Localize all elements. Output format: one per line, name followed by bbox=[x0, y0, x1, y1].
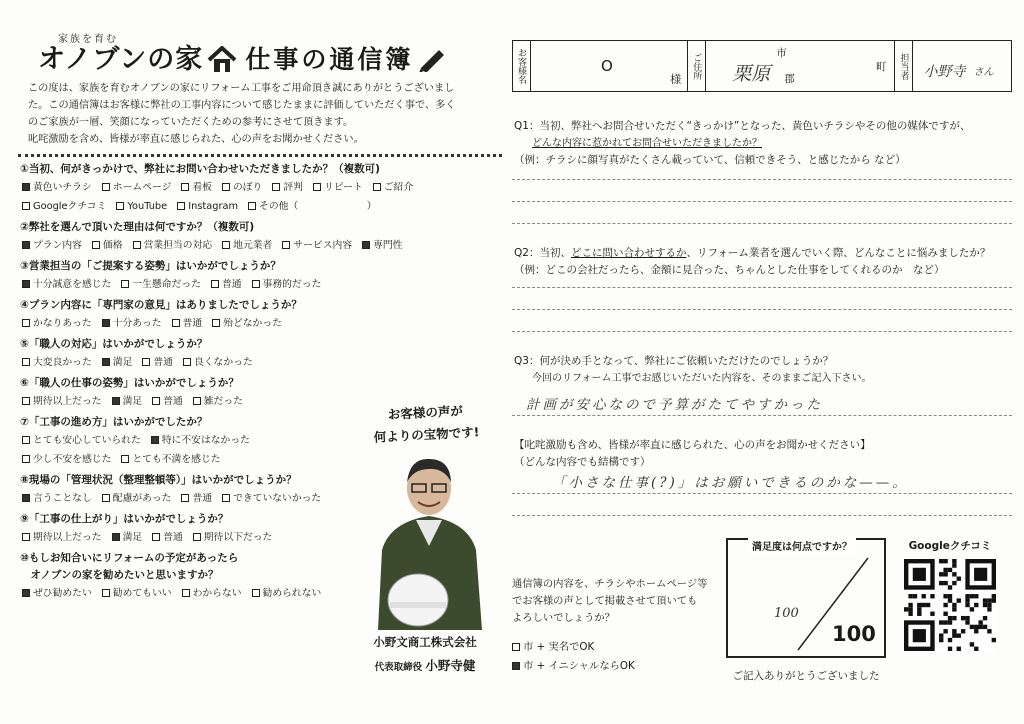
checkbox-option[interactable] bbox=[151, 431, 250, 450]
checkbox-option[interactable] bbox=[22, 178, 92, 197]
option-label: サービス内容 bbox=[293, 240, 353, 251]
checkbox-option[interactable] bbox=[112, 528, 143, 547]
option-label: 営業担当の対応 bbox=[143, 240, 213, 251]
bubble-line-2: 何よりの宝物です! bbox=[373, 424, 480, 445]
checkbox[interactable] bbox=[22, 319, 30, 327]
bottom-section bbox=[512, 538, 1012, 688]
voice-line-b: （どんな内容でも結構です） bbox=[514, 456, 651, 468]
q3-answer-lines[interactable] bbox=[512, 387, 1012, 437]
customer-header bbox=[512, 40, 1012, 92]
customer-name-cell[interactable] bbox=[531, 41, 688, 91]
staff-san: さん bbox=[973, 67, 994, 78]
option-label: 十分誠意を感じた bbox=[33, 279, 112, 290]
checkbox[interactable] bbox=[152, 533, 160, 541]
option-label: 一生懸命だった bbox=[132, 279, 201, 290]
checkbox-option[interactable] bbox=[183, 353, 253, 372]
question-title: ⑧現場の「管理状況（整理整頓等）」はいかがでしょうか？ bbox=[20, 474, 297, 486]
checkbox-option[interactable] bbox=[373, 178, 413, 197]
intro-line: 叱咤激励を含め、皆様が率直に感じられた、心の声をお聞かせください。 bbox=[28, 134, 364, 145]
checkbox-option[interactable] bbox=[177, 197, 238, 216]
checkbox[interactable] bbox=[181, 183, 189, 191]
checkbox-option[interactable] bbox=[222, 489, 321, 508]
option-label: 満足 bbox=[122, 396, 143, 407]
realname-checkbox[interactable] bbox=[512, 643, 520, 651]
option-label: 事務的だった bbox=[262, 279, 322, 290]
address-shi: 市 bbox=[776, 47, 787, 59]
checkbox-option[interactable] bbox=[22, 392, 102, 411]
question-title: ⑥「職人の仕事の姿勢」はいかがでしょうか？ bbox=[20, 377, 239, 389]
rep-name: 小野寺健 bbox=[425, 658, 476, 673]
checkbox[interactable] bbox=[252, 280, 260, 288]
q3-line-a: Q3：何が決め手となって、弊社にご依頼いただけたのでしょうか？ bbox=[514, 355, 834, 367]
q2-underline: どこに問い合わせするか bbox=[570, 247, 687, 259]
q1-example: （例：チラシに顔写真がたくさん載っていて、信頼できそう、と感じたから など） bbox=[514, 154, 906, 166]
checkbox[interactable] bbox=[183, 358, 191, 366]
checkbox[interactable] bbox=[22, 533, 30, 541]
checkbox-checked[interactable] bbox=[112, 397, 120, 405]
checkbox[interactable] bbox=[22, 358, 30, 366]
option-row bbox=[18, 275, 500, 294]
sama-suffix: 様 bbox=[670, 73, 682, 86]
option-label: 価格 bbox=[102, 240, 123, 251]
checkbox-checked[interactable] bbox=[102, 319, 110, 327]
option-label: 満足 bbox=[122, 532, 143, 543]
address-cell[interactable] bbox=[706, 41, 895, 91]
option-label: 期待以上だった bbox=[33, 532, 102, 543]
checkbox-option[interactable] bbox=[22, 489, 92, 508]
rep-title: 代表取締役 bbox=[374, 662, 423, 673]
option-row bbox=[18, 178, 500, 197]
question-3 bbox=[512, 353, 1012, 387]
question-2 bbox=[18, 219, 500, 255]
option-label: とても不満を感じた bbox=[132, 454, 221, 465]
checkbox-option[interactable] bbox=[212, 314, 282, 333]
option-label: 大変良かった bbox=[33, 357, 92, 368]
address-cho: 町 bbox=[875, 61, 887, 73]
checkbox-option[interactable] bbox=[102, 314, 162, 333]
right-page bbox=[512, 40, 1012, 537]
question-title: ②弊社を選んで頂いた理由は何ですか？（複数可) bbox=[20, 221, 255, 233]
checkbox-option[interactable] bbox=[142, 353, 173, 372]
checkbox-option[interactable] bbox=[22, 450, 111, 469]
checkbox[interactable] bbox=[121, 455, 129, 463]
checkbox-option[interactable] bbox=[181, 489, 212, 508]
checkbox[interactable] bbox=[177, 202, 185, 210]
option-row bbox=[18, 236, 500, 255]
q2-line: Q2：当初、どこに問い合わせするか、リフォーム業者を選んでいく際、どんなことに悩みましたか？ bbox=[514, 247, 991, 259]
checkbox[interactable] bbox=[181, 494, 189, 502]
consent-text-1: 通信簿の内容を、チラシやホームページ等 bbox=[512, 578, 708, 590]
checkbox[interactable] bbox=[121, 280, 129, 288]
checkbox-option[interactable] bbox=[362, 236, 402, 255]
bubble-line-1: お客様の声が bbox=[387, 403, 464, 422]
consent-text-3: よろしいでしょうか？ bbox=[512, 612, 615, 624]
checkbox[interactable] bbox=[252, 589, 260, 597]
option-label: 看板 bbox=[192, 182, 212, 193]
option-row bbox=[18, 353, 500, 372]
option-label: ぜひ勧めたい bbox=[33, 588, 92, 599]
q3-answer: 計画が安心なので予算がたてやすかった bbox=[526, 397, 823, 413]
option-row bbox=[18, 197, 500, 216]
checkbox[interactable] bbox=[102, 589, 110, 597]
option-label: 期待以上だった bbox=[33, 396, 102, 407]
option-label: 配慮があった bbox=[112, 493, 172, 504]
checkbox-option[interactable] bbox=[116, 197, 167, 216]
checkbox-option[interactable] bbox=[22, 197, 106, 216]
intro-line: た。この通信簿はお客様に弊社の工事内容について感じたままに評価していただく事で、多く bbox=[28, 100, 456, 111]
question-2 bbox=[512, 245, 1012, 279]
checkbox[interactable] bbox=[22, 436, 30, 444]
brand-tagline: 家族を育む bbox=[58, 34, 118, 45]
checkbox-option[interactable] bbox=[22, 275, 111, 294]
checkbox-option[interactable] bbox=[313, 178, 363, 197]
checkbox-option[interactable] bbox=[121, 275, 201, 294]
checkbox[interactable] bbox=[92, 241, 100, 249]
checkbox-checked[interactable] bbox=[102, 358, 110, 366]
brand-logo: オノブンの家 bbox=[38, 44, 204, 75]
score-label: 満足度は何点ですか？ bbox=[748, 538, 856, 553]
question-title: ⑨「工事の仕上がり」はいかがでしょうか？ bbox=[20, 513, 229, 525]
checkbox[interactable] bbox=[212, 319, 220, 327]
question-3 bbox=[18, 258, 500, 294]
q2-answer-lines[interactable] bbox=[512, 287, 1012, 353]
option-label: 普通 bbox=[182, 318, 203, 329]
checkbox-option[interactable] bbox=[22, 236, 82, 255]
checkbox-option[interactable] bbox=[193, 528, 273, 547]
address-gun: 郡 bbox=[784, 73, 795, 85]
q2-example: （例：どこの会社だったら、金額に見合った、ちゃんとした仕事をしてくれるのか など） bbox=[514, 264, 945, 276]
checkbox-option[interactable] bbox=[22, 431, 141, 450]
brand-title: 仕事の通信簿 bbox=[245, 45, 414, 74]
checkbox[interactable] bbox=[248, 202, 256, 210]
checkbox-option[interactable] bbox=[152, 528, 183, 547]
question-title: ⑩もしお知合いにリフォームの予定があったら bbox=[20, 552, 239, 564]
checkbox-option[interactable] bbox=[272, 178, 303, 197]
checkbox-option[interactable] bbox=[211, 275, 242, 294]
qr-code-icon[interactable] bbox=[904, 559, 996, 651]
checkbox-option[interactable] bbox=[121, 450, 220, 469]
checkbox-option[interactable] bbox=[182, 584, 242, 603]
checkbox-option[interactable] bbox=[92, 236, 123, 255]
checkbox-option[interactable] bbox=[102, 584, 172, 603]
checkbox-option[interactable] bbox=[112, 392, 143, 411]
question-4 bbox=[18, 297, 500, 333]
voice-answer-lines[interactable] bbox=[512, 471, 1012, 537]
checkbox[interactable] bbox=[193, 397, 201, 405]
consent-option-initials[interactable] bbox=[512, 658, 724, 675]
option-label: 普通 bbox=[192, 493, 213, 504]
question-1 bbox=[512, 118, 1012, 169]
initials-label: 市 + イニシャルならOK bbox=[523, 660, 635, 672]
question-title: ①当初、何がきっかけで、弊社にお問い合わせいただきましたか？（複数可) bbox=[20, 163, 380, 175]
publish-consent bbox=[512, 576, 724, 675]
checkbox[interactable] bbox=[116, 202, 124, 210]
speech-bubble bbox=[355, 398, 497, 449]
pen-icon bbox=[417, 46, 447, 72]
checkbox-option[interactable] bbox=[222, 236, 272, 255]
checkbox-checked[interactable] bbox=[22, 494, 30, 502]
checkbox-option[interactable] bbox=[22, 314, 92, 333]
option-label: わからない bbox=[192, 588, 242, 599]
option-label: 普通 bbox=[163, 396, 183, 407]
initials-checkbox[interactable] bbox=[512, 662, 520, 670]
option-label: Googleクチコミ bbox=[33, 201, 107, 212]
option-label: Instagram bbox=[188, 201, 239, 212]
checkbox-option[interactable] bbox=[193, 392, 243, 411]
checkbox-option[interactable] bbox=[102, 353, 133, 372]
question-title-cont: オノブンの家を勧めたいと思いますか？ bbox=[20, 569, 219, 581]
option-label: 期待以下だった bbox=[203, 532, 273, 543]
checkbox[interactable] bbox=[193, 533, 201, 541]
option-label: 十分あった bbox=[112, 318, 162, 329]
checkbox[interactable] bbox=[313, 183, 321, 191]
q1-answer-lines[interactable] bbox=[512, 179, 1012, 245]
q3-line-b: 今回のリフォーム工事でお感じいただいた内容を、そのままご記入下さい。 bbox=[532, 373, 872, 384]
question-title: ⑦「工事の進め方」はいかがでしたか？ bbox=[20, 416, 208, 428]
checkbox[interactable] bbox=[222, 241, 230, 249]
voice-line-a: 【叱咤激励も含め、皆様が率直に感じられた、心の声をお聞かせください】 bbox=[514, 439, 871, 451]
option-label: 雑だった bbox=[203, 396, 243, 407]
option-row bbox=[18, 314, 500, 333]
question-title: ③営業担当の「ご提案する姿勢」はいかがでしょうか？ bbox=[20, 260, 281, 272]
option-label: 地元業者 bbox=[233, 240, 273, 251]
checkbox[interactable] bbox=[152, 397, 160, 405]
q1-line-a: Q1：当初、弊社へお問合せいただく“きっかけ”となった、黄色いチラシやその他の媒体ですが、 bbox=[514, 120, 971, 132]
option-label: 勧めてもいい bbox=[112, 588, 172, 599]
checkbox-checked[interactable] bbox=[112, 533, 120, 541]
checkbox[interactable] bbox=[142, 358, 150, 366]
address-city: 栗原 bbox=[732, 63, 771, 85]
checkbox-option[interactable] bbox=[252, 584, 322, 603]
intro-text bbox=[18, 80, 496, 148]
option-label: 勧められない bbox=[262, 588, 322, 599]
question-title: ⑤「職人の対応」はいかがでしょうか？ bbox=[20, 338, 208, 350]
checkbox-option[interactable] bbox=[172, 314, 203, 333]
option-label: リピート bbox=[323, 182, 363, 193]
voice-answer: 「小さな仕事(?)」はお願いできるのかな——。 bbox=[552, 475, 909, 491]
realname-label: 市 + 実名でOK bbox=[523, 641, 595, 653]
checkbox[interactable] bbox=[172, 319, 180, 327]
option-label: 特に不安はなかった bbox=[161, 435, 250, 446]
checkbox-option[interactable] bbox=[248, 197, 377, 216]
dotted-divider bbox=[18, 154, 502, 157]
checkbox[interactable] bbox=[282, 241, 290, 249]
checkbox[interactable] bbox=[22, 202, 30, 210]
checkbox-option[interactable] bbox=[282, 236, 352, 255]
checkbox-option[interactable] bbox=[133, 236, 213, 255]
brand-header bbox=[18, 30, 500, 76]
intro-line: のご家族が一層、笑顔になっていただくための参考にさせて頂きます。 bbox=[28, 117, 354, 128]
checkbox[interactable] bbox=[272, 183, 280, 191]
checkbox-option[interactable] bbox=[222, 178, 262, 197]
intro-line: この度は、家族を育むオノブンの家にリフォーム工事をご用命頂き誠にありがとうございまし bbox=[28, 83, 455, 94]
checkbox-checked[interactable] bbox=[22, 241, 30, 249]
checkbox[interactable] bbox=[22, 455, 30, 463]
option-label: 言うことなし bbox=[33, 493, 92, 504]
consent-option-realname[interactable] bbox=[512, 639, 724, 656]
checkbox-checked[interactable] bbox=[151, 436, 159, 444]
option-label: 普通 bbox=[221, 279, 242, 290]
option-label: 少し不安を感じた bbox=[33, 454, 112, 465]
checkbox-checked[interactable] bbox=[22, 280, 30, 288]
question-5 bbox=[18, 336, 500, 372]
question-1 bbox=[18, 161, 500, 216]
checkbox-checked[interactable] bbox=[22, 589, 30, 597]
voice-section bbox=[512, 437, 1012, 471]
checkbox[interactable] bbox=[211, 280, 219, 288]
question-title: ④プラン内容に「専門家の意見」はありましたでしょうか？ bbox=[20, 299, 302, 311]
checkbox-option[interactable] bbox=[252, 275, 322, 294]
checkbox-option[interactable] bbox=[22, 528, 102, 547]
checkbox[interactable] bbox=[22, 397, 30, 405]
option-label: かなりあった bbox=[33, 318, 92, 329]
option-label: ご紹介 bbox=[383, 182, 414, 193]
q1-line-b: どんな内容に惹かれてお問合せいただきましたか？ bbox=[532, 138, 762, 149]
checkbox[interactable] bbox=[133, 241, 141, 249]
house-icon bbox=[207, 46, 237, 74]
address-label: ご住所 bbox=[688, 41, 706, 91]
customer-label: お客様名 bbox=[513, 41, 531, 91]
staff-name: 小野寺 bbox=[923, 64, 966, 80]
company-name: 小野文商工株式会社 bbox=[373, 635, 477, 649]
option-label: その他（ ） bbox=[259, 201, 377, 212]
option-label: できていないかった bbox=[233, 493, 322, 504]
checkbox-option[interactable] bbox=[102, 178, 172, 197]
option-label: 専門性 bbox=[373, 240, 403, 251]
option-label: 殆どなかった bbox=[223, 318, 282, 329]
checkbox-option[interactable] bbox=[181, 178, 212, 197]
option-label: 良くなかった bbox=[193, 357, 253, 368]
checkbox[interactable] bbox=[222, 183, 230, 191]
checkbox-option[interactable] bbox=[102, 489, 172, 508]
checkbox-option[interactable] bbox=[22, 353, 92, 372]
option-label: 普通 bbox=[153, 357, 173, 368]
option-label: 黄色いチラシ bbox=[33, 182, 92, 193]
checkbox[interactable] bbox=[182, 589, 190, 597]
satisfaction-score[interactable] bbox=[726, 538, 886, 658]
checkbox[interactable] bbox=[102, 494, 110, 502]
option-label: プラン内容 bbox=[33, 240, 82, 251]
customer-name: O bbox=[601, 57, 613, 75]
option-label: 評判 bbox=[283, 182, 303, 193]
checkbox[interactable] bbox=[373, 183, 381, 191]
representative bbox=[350, 656, 500, 674]
checkbox-option[interactable] bbox=[152, 392, 183, 411]
option-label: YouTube bbox=[127, 201, 168, 212]
checkbox[interactable] bbox=[222, 494, 230, 502]
score-given: 100 bbox=[774, 606, 799, 621]
option-label: ホームページ bbox=[112, 182, 172, 193]
checkbox-checked[interactable] bbox=[22, 183, 30, 191]
thanks-text: ご記入ありがとうございました bbox=[732, 670, 880, 682]
google-review bbox=[894, 538, 1006, 651]
staff-label: 担当者 bbox=[895, 41, 913, 91]
option-label: 普通 bbox=[163, 532, 183, 543]
checkbox-option[interactable] bbox=[22, 584, 92, 603]
google-review-title: Googleクチコミ bbox=[908, 540, 992, 552]
option-label: 満足 bbox=[112, 357, 133, 368]
score-max: 100 bbox=[832, 622, 876, 646]
checkbox-checked[interactable] bbox=[362, 241, 370, 249]
option-label: とても安心していられた bbox=[33, 435, 141, 446]
representative-photo bbox=[370, 450, 488, 630]
staff-cell[interactable] bbox=[913, 41, 1011, 91]
checkbox[interactable] bbox=[102, 183, 110, 191]
consent-text-2: でお客様の声として掲載させて頂いても bbox=[512, 595, 698, 607]
option-label: のぼり bbox=[232, 182, 263, 193]
